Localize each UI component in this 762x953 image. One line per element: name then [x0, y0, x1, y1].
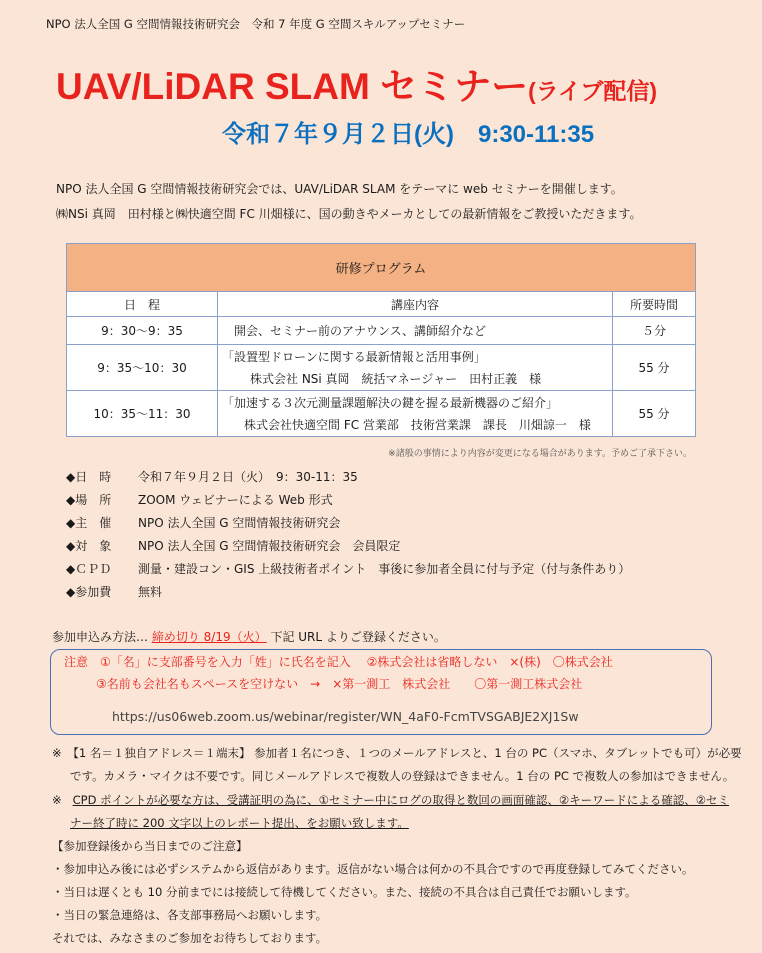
- table-row: [67, 391, 696, 437]
- organization-line: NPO 法人全国 G 空間情報技術研究会 令和 7 年度 G 空間スキルアップセミナー: [46, 17, 466, 31]
- row-duration: 55 分: [613, 391, 696, 437]
- intro-line-1: NPO 法人全国 G 空間情報技術研究会では、UAV/LiDAR SLAM をテーマに web セミナーを開催します。: [56, 182, 623, 196]
- row-content: [218, 391, 613, 437]
- program-caption: 研修プログラム: [67, 244, 696, 292]
- seminar-title-main: UAV/LiDAR SLAM セミナー: [56, 66, 529, 107]
- info-value: ZOOM ウェビナーによる Web 形式: [138, 493, 333, 507]
- table-row: [67, 317, 696, 345]
- seminar-title: [56, 56, 657, 110]
- info-value: 無料: [138, 585, 163, 599]
- row-content-line: 「加速する３次元測量課題解決の鍵を握る最新機器のご紹介」: [222, 395, 559, 410]
- apply-prefix: 参加申込み方法…: [52, 630, 149, 644]
- registration-url[interactable]: https://us06web.zoom.us/webinar/register/WN_4aF0-FcmTVSGABJE2XJ1Sw: [112, 709, 579, 724]
- intro-line-2: ㈱NSi 真岡 田村様と㈱快適空間 FC 川畑様に、国の動きやメーカとしての最新情報をご教授いただきます。: [56, 207, 642, 221]
- info-value: NPO 法人全国 G 空間情報技術研究会 会員限定: [138, 539, 401, 553]
- info-label: ◆ＣＰＤ: [66, 562, 112, 576]
- info-value: 令和７年９月２日（火） 9：30-11：35: [138, 470, 358, 484]
- row-speaker: 株式会社快適空間 FC 営業部 技術営業課 課長 川畑諒一 様: [244, 417, 591, 432]
- note-cpd: [52, 792, 729, 808]
- row-content-line: 「設置型ドローンに関する最新情報と活用事例」: [222, 349, 486, 364]
- info-item: [66, 514, 340, 531]
- header-schedule: 日 程: [67, 292, 218, 317]
- precaution-item: ・参加申込み後には必ずシステムから返信があります。返信がない場合は何かの不具合ですので再度登録してみてください。: [52, 862, 694, 876]
- header-content: 講座内容: [218, 292, 613, 317]
- header-duration: 所要時間: [613, 292, 696, 317]
- row-duration: ５分: [613, 317, 696, 345]
- note-cpd-mark: ※: [52, 793, 62, 807]
- apply-suffix: 下記 URL よりご登録ください。: [270, 630, 446, 644]
- row-duration: 55 分: [613, 345, 696, 391]
- note-one-terminal: ※ 【1 名＝１独自アドレス＝１端末】 参加者１名につき、１つのメールアドレスと、1 台の PC（スマホ、タブレットでも可）が必要: [52, 746, 742, 760]
- apply-method: [52, 628, 446, 645]
- row-speaker: 株式会社 NSi 真岡 統括マネージャー 田村正義 様: [250, 371, 542, 386]
- table-row: [67, 345, 696, 391]
- seminar-title-sub: (ライブ配信): [528, 78, 658, 104]
- program-change-note: ※諸般の事情により内容が変更になる場合があります。予めご了承下さい。: [388, 449, 692, 459]
- row-time: 10：35～11：30: [67, 391, 218, 437]
- seminar-date: 令和７年９月２日(火) 9:30-11:35: [222, 121, 595, 148]
- info-item: [66, 491, 333, 508]
- closing-message: それでは、みなさまのご参加をお待ちしております。: [52, 931, 328, 945]
- precaution-item: ・当日は遅くとも 10 分前までには接続して待機してください。また、接続の不具合は自己責任でお願いします。: [52, 885, 637, 899]
- info-label: ◆主 催: [66, 516, 112, 530]
- row-time: 9：35～10：30: [67, 345, 218, 391]
- info-label: ◆参加費: [66, 585, 112, 599]
- info-value: NPO 法人全国 G 空間情報技術研究会: [138, 516, 341, 530]
- notice-line-2: ③名前も会社名もスペースを空けない → ×第一測工 株式会社 〇第一測工株式会社: [96, 677, 583, 691]
- info-item: [66, 537, 400, 554]
- section-title-precautions: 【参加登録後から当日までのご注意】: [52, 839, 248, 853]
- info-label: ◆日 時: [66, 470, 112, 484]
- note-cpd-text: CPD ポイントが必要な方は、受講証明の為に、①セミナー中にログの取得と数回の画面確認、②キーワードによる確認、②セミ: [72, 793, 730, 807]
- row-content-line: 開会、セミナー前のアナウンス、講師紹介など: [234, 323, 487, 338]
- info-item: [66, 468, 358, 485]
- info-item: [66, 560, 630, 577]
- precaution-item: ・当日の緊急連絡は、各支部事務局へお願いします。: [52, 908, 328, 922]
- info-label: ◆対 象: [66, 539, 112, 553]
- program-table: [66, 243, 696, 437]
- note-one-terminal-cont: です。カメラ・マイクは不要です。同じメールアドレスで複数人の登録はできません。1 台の PC で複数人の参加はできません。: [70, 769, 735, 783]
- row-content: [218, 317, 613, 345]
- info-label: ◆場 所: [66, 493, 112, 507]
- info-value: 測量・建設コン・GIS 上級技術者ポイント 事後に参加者全員に付与予定（付与条件あり）: [138, 562, 631, 576]
- notice-line-1: 注意 ①「名」に支部番号を入力「姓」に氏名を記入 ②株式会社は省略しない ×(株) 〇株式会社: [64, 655, 613, 669]
- row-content: [218, 345, 613, 391]
- info-item: [66, 583, 162, 600]
- note-cpd-cont: ナー終了時に 200 文字以上のレポート提出、をお願い致します。: [70, 816, 409, 830]
- row-time: 9：30～9：35: [67, 317, 218, 345]
- apply-deadline: 締め切り 8/19（火）: [151, 630, 267, 644]
- program-header-row: [67, 292, 696, 317]
